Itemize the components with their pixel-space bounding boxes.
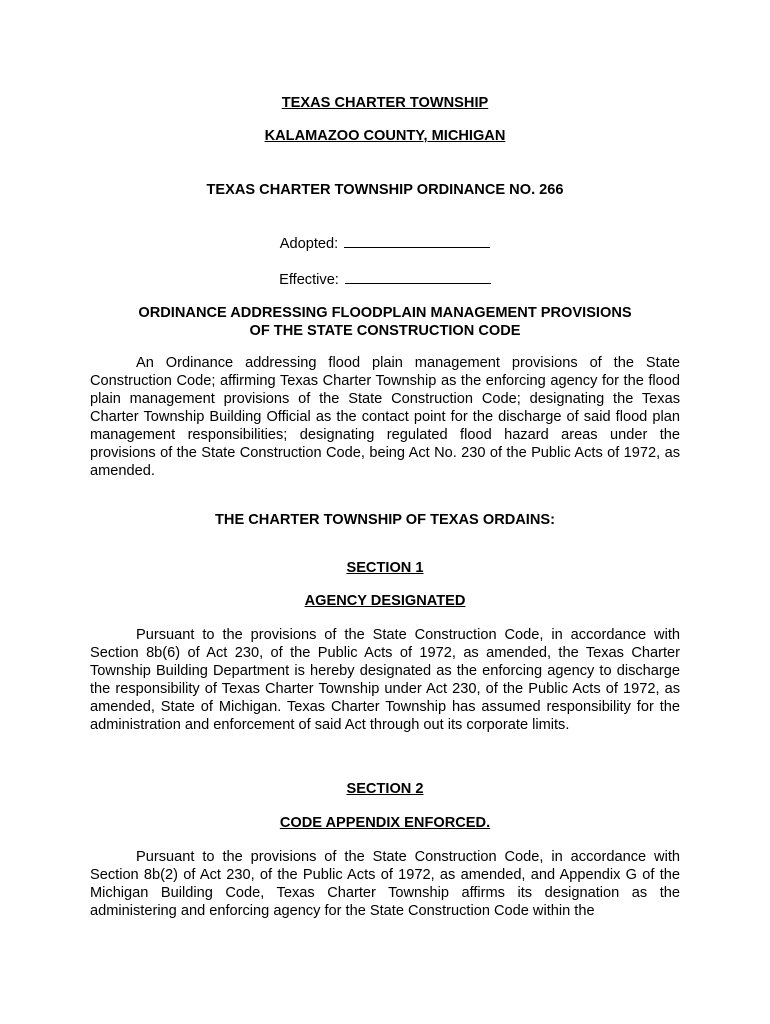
- adopted-line: [0, 233, 770, 253]
- ordinance-title-line1: ORDINANCE ADDRESSING FLOODPLAIN MANAGEMENT PROVISIONS: [138, 305, 632, 321]
- section-2-number: SECTION 2: [346, 781, 424, 797]
- section-1-heading: AGENCY DESIGNATED: [304, 593, 466, 609]
- effective-label: Effective:: [279, 272, 339, 288]
- ordinance-number: TEXAS CHARTER TOWNSHIP ORDINANCE NO. 266: [206, 182, 564, 198]
- township-heading: TEXAS CHARTER TOWNSHIP: [281, 95, 489, 111]
- section-2-paragraph: Pursuant to the provisions of the State Construction Code, in accordance with Section 8b(2) of Act 230, of the Public Acts of 1972, as amended, and Appendix G of the Michigan Building Code, Texas Charter Township affirms its designation as the administering and enforcing agency for the State Construction Code within the: [90, 849, 680, 919]
- effective-line: [0, 269, 770, 289]
- effective-date-field[interactable]: [345, 269, 491, 284]
- intro-paragraph: An Ordinance addressing flood plain management provisions of the State Construction Code; affirming Texas Charter Township as the enforcing agency for the flood plain management provisions of the State Construction Code; designating the Texas Charter Township Building Official as the contact point for the discharge of said flood plan management responsibilities; designating regulated flood hazard areas under the provisions of the State Construction Code, being Act No. 230 of the Public Acts of 1972, as amended.: [90, 355, 680, 479]
- section-1-paragraph: Pursuant to the provisions of the State Construction Code, in accordance with Section 8b(6) of Act 230, of the Public Acts of 1972, as amended, the Texas Charter Township Building Department is hereby designated as the enforcing agency to discharge the responsibility of Texas Charter Township under Act 230, of the Public Acts of 1972, as amended, State of Michigan. Texas Charter Township has assumed responsibility for the administration and enforcement of said Act through out its corporate limits.: [90, 627, 680, 733]
- county-heading: KALAMAZOO COUNTY, MICHIGAN: [264, 128, 506, 144]
- ordains-heading: THE CHARTER TOWNSHIP OF TEXAS ORDAINS:: [215, 512, 555, 528]
- adopted-date-field[interactable]: [344, 233, 490, 248]
- section-2-heading: CODE APPENDIX ENFORCED.: [279, 815, 491, 831]
- adopted-label: Adopted:: [279, 236, 339, 252]
- ordinance-title-line2: OF THE STATE CONSTRUCTION CODE: [249, 323, 521, 339]
- section-1-number: SECTION 1: [346, 560, 424, 576]
